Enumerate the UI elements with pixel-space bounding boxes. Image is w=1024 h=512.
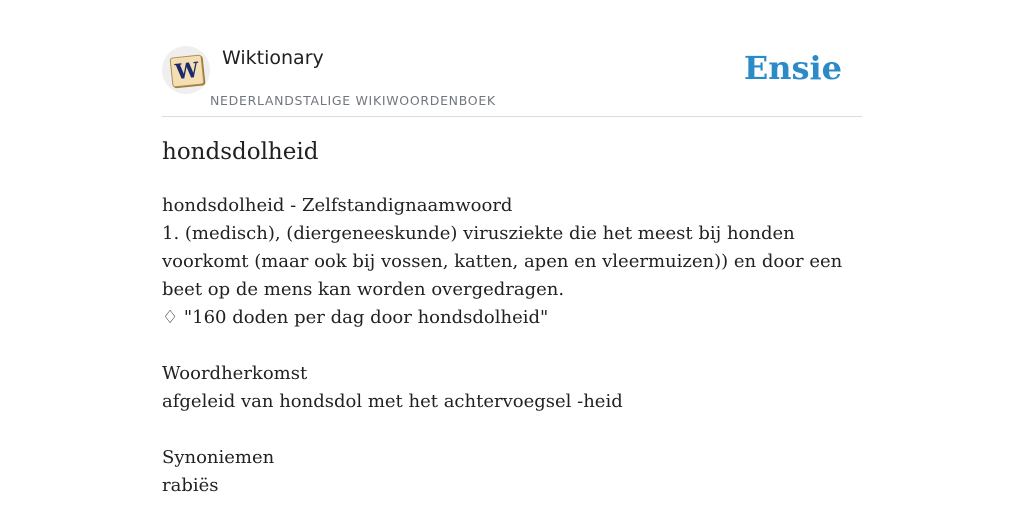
page-title: hondsdolheid [162,139,319,165]
example-text: ♢ "160 doden per dag door hondsdolheid" [162,307,549,328]
site-name[interactable]: Wiktionary [222,47,324,69]
wiktionary-logo-icon[interactable] [162,46,210,94]
ensie-brand-link[interactable]: Ensie [743,49,842,87]
logo-tile [170,54,205,87]
site-header [162,40,862,117]
spacer [162,332,862,360]
etymology-text: afgeleid van hondsdol met het achtervoegsel -heid [162,391,623,412]
site-tagline: NEDERLANDSTALIGE WIKIWOORDENBOEK [210,93,496,108]
synonyms-text: rabiës [162,475,219,496]
definition-text: 1. (medisch), (diergeneeskunde) virusziekte die het meest bij honden voorkomt (maar ook bij vossen, katten, apen en vleermuizen)) en door een beet op de mens kan worden overgedragen. [162,223,843,300]
logo-letter: W [173,56,200,85]
synonyms-heading: Synoniemen [162,447,275,468]
spacer [162,416,862,444]
word-type-line: hondsdolheid - Zelfstandignaamwoord [162,195,513,216]
etymology-heading: Woordherkomst [162,363,308,384]
entry-content [162,192,862,500]
